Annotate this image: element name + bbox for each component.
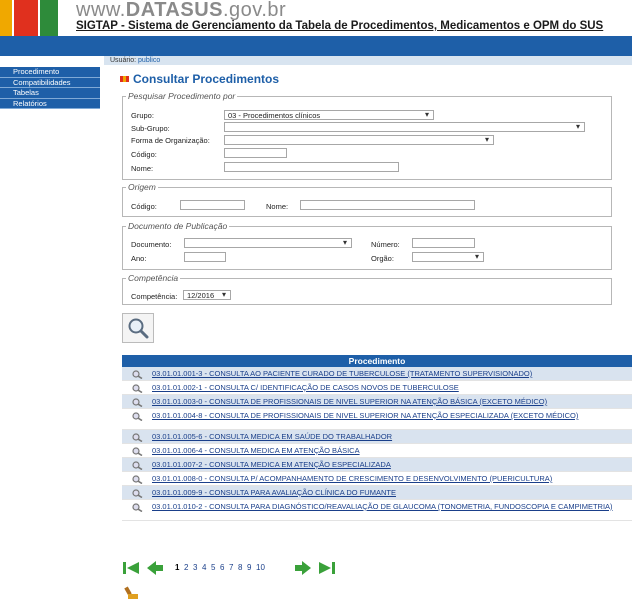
magnifier-icon (132, 398, 143, 407)
search-button[interactable] (122, 313, 154, 343)
user-bar (104, 56, 632, 65)
competencia-legend: Competência (128, 273, 179, 283)
table-row (122, 367, 632, 381)
table-row (122, 409, 632, 430)
documento-label: Documento: (131, 240, 172, 249)
competencia-fieldset (122, 273, 612, 305)
forma-organizacao-select[interactable] (224, 135, 494, 145)
next-page-icon[interactable] (294, 560, 312, 576)
table-row (122, 472, 632, 486)
system-title: SIGTAP - Sistema de Gerenciamento da Tabela de Procedimentos, Medicamentos e OPM do SUS (76, 20, 604, 32)
grupo-select[interactable]: 03 - Procedimentos clínicos ▾ (224, 110, 434, 120)
page-link-6[interactable]: 6 (220, 563, 225, 572)
page-link-5[interactable]: 5 (211, 563, 216, 572)
codigo-label: Código: (131, 150, 157, 159)
page-title: Consultar Procedimentos (120, 72, 279, 86)
page-link-1[interactable]: 1 (175, 563, 180, 572)
logo-stripe-green (40, 0, 58, 36)
side-menu (0, 67, 100, 109)
origem-nome-label: Nome: (266, 202, 289, 211)
ano-label: Ano: (131, 254, 147, 263)
numero-label: Número: (371, 240, 400, 249)
menu-item-relatorios[interactable]: Relatórios (0, 99, 100, 110)
table-row (122, 486, 632, 500)
user-label: Usuário: (110, 57, 137, 64)
page-link-2[interactable]: 2 (184, 563, 189, 572)
origem-codigo-input[interactable] (180, 200, 245, 210)
orgao-select[interactable] (412, 252, 484, 262)
documento-select[interactable] (184, 238, 352, 248)
search-legend: Pesquisar Procedimento por (128, 91, 236, 101)
magnifier-icon (132, 461, 143, 470)
procedure-link[interactable]: 03.01.01.009-9 - CONSULTA PARA AVALIAÇÃO CLÍNICA DO FUMANTE (152, 488, 396, 497)
orgao-label: Orgão: (371, 254, 394, 263)
nome-label: Nome: (131, 164, 154, 173)
competencia-select[interactable]: 12/2016 ▾ (183, 290, 231, 300)
page-link-10[interactable]: 10 (256, 563, 265, 572)
menu-item-procedimento[interactable]: Procedimento (0, 67, 100, 78)
magnifier-icon (132, 475, 143, 484)
results-table (122, 355, 632, 521)
results-header: Procedimento (122, 355, 632, 367)
procedure-link[interactable]: 03.01.01.005-6 - CONSULTA MEDICA EM SAÚDE DO TRABALHADOR (152, 432, 393, 441)
subgrupo-label: Sub-Grupo: (131, 124, 170, 133)
procedure-link[interactable]: 03.01.01.007-2 - CONSULTA MEDICA EM ATENÇÃO ESPECIALIZADA (152, 460, 391, 469)
datasus-logo: www.DATASUS.gov.br (76, 0, 287, 21)
codigo-input[interactable] (224, 148, 287, 158)
table-row (122, 458, 632, 472)
magnifier-icon (132, 412, 143, 421)
logo-stripe-red (14, 0, 38, 36)
ano-input[interactable] (184, 252, 226, 262)
last-page-icon[interactable] (318, 560, 336, 576)
magnifier-icon (132, 489, 143, 498)
page-link-7[interactable]: 7 (229, 563, 234, 572)
numero-input[interactable] (412, 238, 475, 248)
nome-input[interactable] (224, 162, 399, 172)
procedure-link[interactable]: 03.01.01.008-0 - CONSULTA P/ ACOMPANHAMENTO DE CRESCIMENTO E DESENVOLVIMENTO (PUERICULTURA) (152, 474, 553, 483)
origem-codigo-label: Código: (131, 202, 157, 211)
publicacao-legend: Documento de Publicação (128, 221, 228, 231)
user-name: publico (138, 57, 161, 64)
title-flag-icon (120, 76, 129, 82)
table-row (122, 381, 632, 395)
procedure-link[interactable]: 03.01.01.006-4 - CONSULTA MEDICA EM ATENÇÃO BÁSICA (152, 446, 360, 455)
competencia-label: Competência: (131, 292, 178, 301)
magnifier-icon (123, 314, 153, 342)
clear-brush-icon[interactable] (122, 586, 142, 600)
procedure-link[interactable]: 03.01.01.010-2 - CONSULTA PARA DIAGNÓSTICO/REAVALIAÇÃO DE GLAUCOMA (TONOMETRIA, FUNDOSCOPIA E CAMPIMETRIA) (152, 502, 613, 511)
procedure-link[interactable]: 03.01.01.004-8 - CONSULTA DE PROFISSIONAIS DE NIVEL SUPERIOR NA ATENÇÃO ESPECIALIZADA (EXCETO MÉDICO) (152, 411, 579, 420)
top-bar (0, 36, 632, 56)
prev-page-icon[interactable] (146, 560, 164, 576)
table-row (122, 444, 632, 458)
table-row (122, 500, 632, 521)
grupo-label: Grupo: (131, 111, 154, 120)
table-row (122, 395, 632, 409)
procedure-link[interactable]: 03.01.01.003-0 - CONSULTA DE PROFISSIONAIS DE NIVEL SUPERIOR NA ATENÇÃO BÁSICA (EXCETO MÉDICO) (152, 397, 548, 406)
origem-nome-input[interactable] (300, 200, 475, 210)
table-row (122, 430, 632, 444)
forma-organizacao-label: Forma de Organização: (131, 136, 210, 145)
pagination (122, 558, 382, 578)
menu-item-compatibilidades[interactable]: Compatibilidades (0, 78, 100, 89)
magnifier-icon (132, 384, 143, 393)
magnifier-icon (132, 433, 143, 442)
procedure-link[interactable]: 03.01.01.001-3 - CONSULTA AO PACIENTE CURADO DE TUBERCULOSE (TRATAMENTO SUPERVISIONADO) (152, 369, 533, 378)
procedure-link[interactable]: 03.01.01.002-1 - CONSULTA C/ IDENTIFICAÇÃO DE CASOS NOVOS DE TUBERCULOSE (152, 383, 459, 392)
magnifier-icon (132, 447, 143, 456)
logo-stripe-yellow (0, 0, 12, 36)
page-link-3[interactable]: 3 (193, 563, 198, 572)
origem-legend: Origem (128, 182, 156, 192)
menu-item-tabelas[interactable]: Tabelas (0, 88, 100, 99)
page-link-8[interactable]: 8 (238, 563, 243, 572)
page-link-9[interactable]: 9 (247, 563, 252, 572)
page-header (0, 0, 632, 38)
subgrupo-select[interactable] (224, 122, 585, 132)
magnifier-icon (132, 503, 143, 512)
first-page-icon[interactable] (122, 560, 140, 576)
magnifier-icon (132, 370, 143, 379)
page-link-4[interactable]: 4 (202, 563, 207, 572)
